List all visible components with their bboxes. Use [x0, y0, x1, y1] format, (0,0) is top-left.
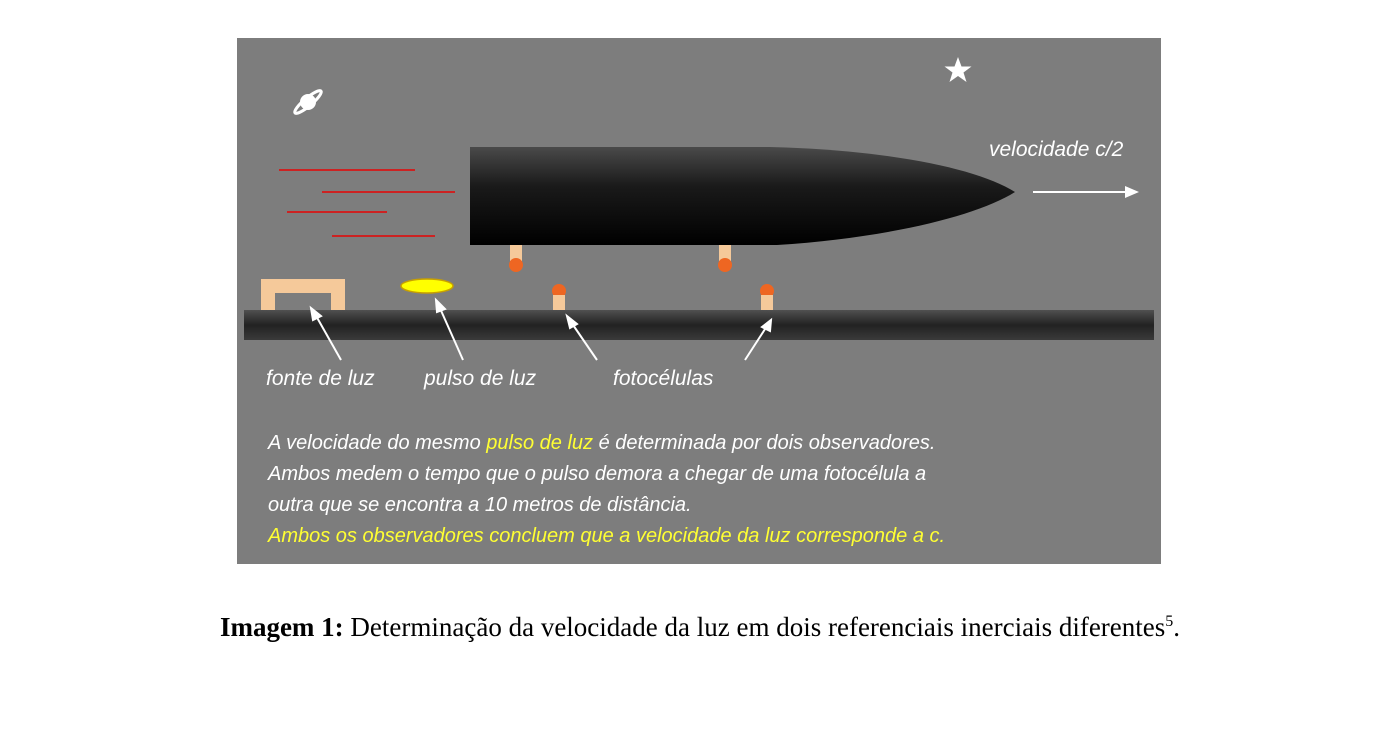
footnote-marker: 5 [1165, 613, 1174, 630]
figure-description [268, 428, 1148, 552]
ground-photocell-2 [760, 284, 774, 310]
ground-photocell-1 [552, 284, 566, 310]
rocket-photocell-2 [718, 243, 732, 272]
velocity-label: velocidade c/2 [989, 138, 1124, 161]
photocells-label: fotocélulas [613, 367, 714, 390]
star-icon [945, 57, 972, 82]
illustration-panel [237, 38, 1161, 564]
figure-caption: Imagem 1: Determinação da velocidade da luz em dois referenciais inerciais diferentes$^5$. [219, 612, 1181, 642]
motion-lines [279, 170, 455, 236]
caption-text: Determinação da velocidade da luz em dois referenciais inerciais diferentes [343, 612, 1166, 642]
rocket-photocell-1 [509, 243, 523, 272]
description-line-3: outra que se encontra a 10 metros de distância. [268, 494, 692, 516]
rocket [470, 147, 1015, 245]
planet-icon [292, 88, 323, 116]
light-source-label: fonte de luz [266, 367, 375, 390]
ground [244, 310, 1154, 340]
description-conclusion: Ambos os observadores concluem que a velocidade da luz corresponde a c. [268, 525, 946, 547]
arrow-icon [1033, 186, 1139, 198]
highlighted-term: pulso de luz [486, 432, 594, 454]
description-line-1: A velocidade do mesmo pulso de luz é determinada por dois observadores. [268, 432, 936, 454]
light-pulse [401, 279, 453, 293]
description-line-2: Ambos medem o tempo que o pulso demora a chegar de uma fotocélula a [268, 463, 927, 485]
light-pulse-label: pulso de luz [424, 367, 537, 390]
light-source [261, 279, 345, 310]
caption-label: Imagem 1: [219, 612, 344, 642]
